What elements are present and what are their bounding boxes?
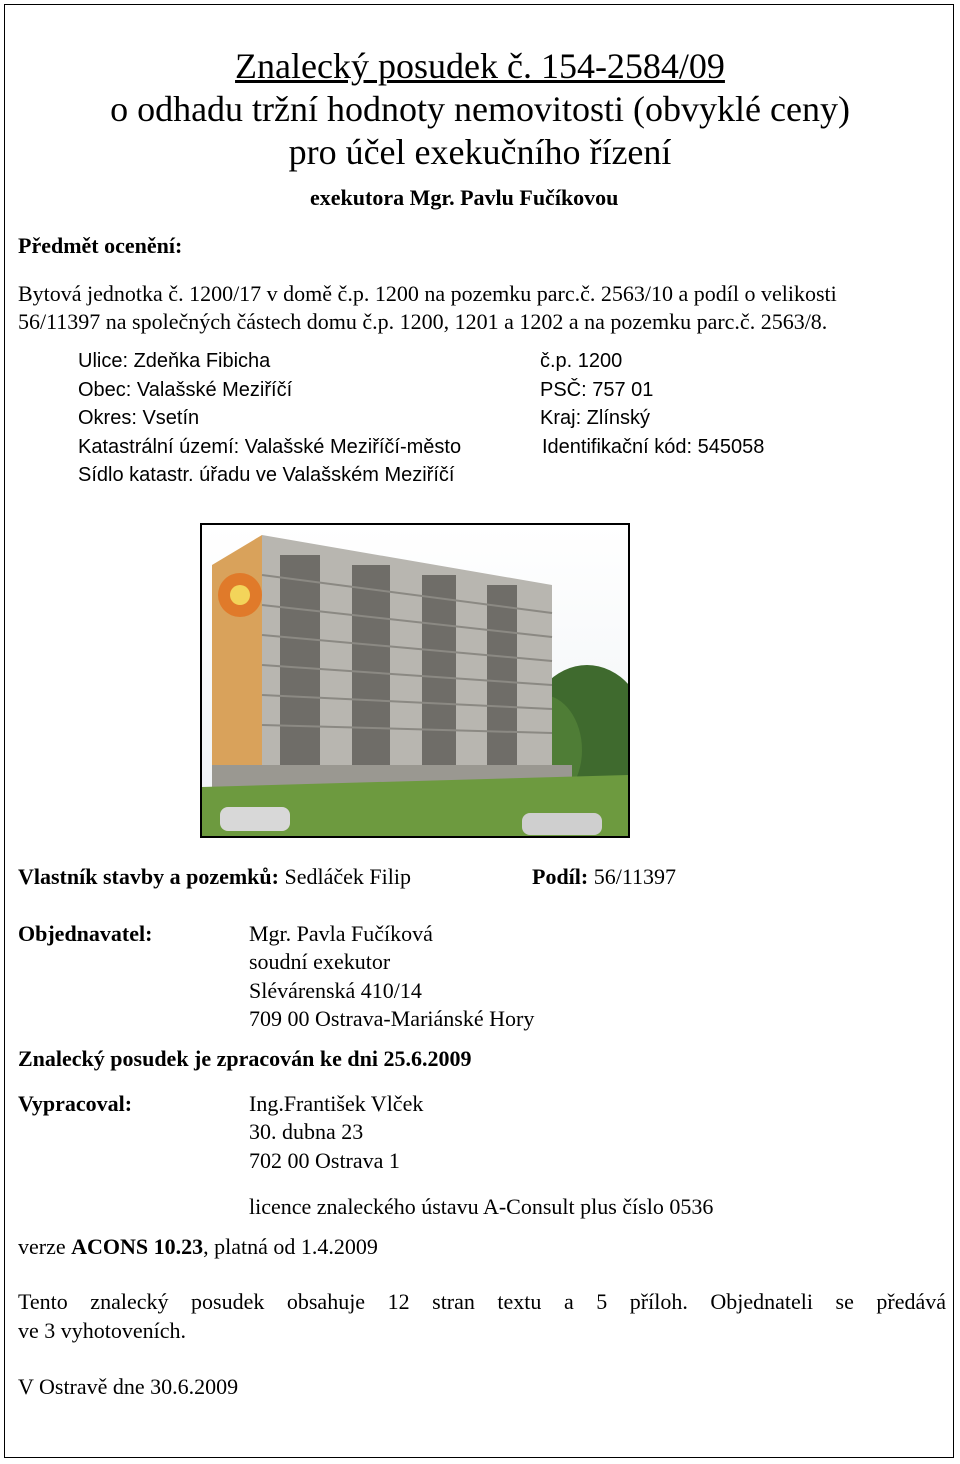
author-line-1: Ing.František Vlček: [249, 1091, 424, 1116]
building-photo: [200, 523, 630, 838]
owner-label: Vlastník stavby a pozemků:: [18, 864, 279, 889]
address-cadastre-office: Sídlo katastr. úřadu ve Valašském Meziříčí: [78, 464, 455, 486]
contents-line-1: Tento znalecký posudek obsahuje 12 stran textu a 5 příloh. Objednateli se předává: [18, 1289, 946, 1314]
address-district: Okres: Vsetín: [78, 407, 200, 429]
address-cadastre-code: Identifikační kód: 545058: [542, 436, 765, 458]
version-suffix: , platná od 1.4.2009: [203, 1234, 378, 1259]
place-date: V Ostravě dne 30.6.2009: [18, 1374, 239, 1399]
orderer-line-1: Mgr. Pavla Fučíková: [249, 921, 433, 946]
document-subtitle-1: o odhadu tržní hodnoty nemovitosti (obvyklé ceny): [110, 89, 850, 129]
address-postcode: PSČ: 757 01: [540, 379, 654, 401]
owner-name: Sedláček Filip: [284, 864, 411, 889]
share-value: 56/11397: [593, 864, 677, 889]
author-line-3: 702 00 Ostrava 1: [249, 1148, 400, 1173]
address-city: Obec: Valašské Meziříčí: [78, 379, 293, 401]
version-line: [18, 1233, 378, 1261]
owner-row: [18, 863, 411, 891]
orderer-line-4: 709 00 Ostrava-Mariánské Hory: [249, 1006, 535, 1031]
address-street: Ulice: Zdeňka Fibicha: [78, 350, 271, 372]
subject-label: Předmět ocenění:: [18, 233, 183, 258]
orderer-line-3: Slévárenská 410/14: [249, 978, 422, 1003]
version-prefix: verze: [18, 1234, 72, 1259]
version-name: ACONS 10.23: [71, 1234, 204, 1259]
author-line-2: 30. dubna 23: [249, 1119, 364, 1144]
orderer-label: Objednavatel:: [18, 921, 153, 946]
contents-line-2: ve 3 vyhotoveních.: [18, 1318, 187, 1343]
address-region: Kraj: Zlínský: [540, 407, 651, 429]
document-subtitle-2: pro účel exekučního řízení: [288, 132, 672, 172]
executor-line: exekutora Mgr. Pavlu Fučíkovou: [310, 185, 619, 210]
subject-line-2: 56/11397 na společných částech domu č.p. 1200, 1201 a 1202 a na pozemku parc.č. 2563/8.: [18, 309, 828, 334]
document-title: Znalecký posudek č. 154-2584/09: [235, 46, 725, 86]
author-label: Vypracoval:: [18, 1091, 133, 1116]
address-cp: č.p. 1200: [540, 350, 623, 372]
date-statement: Znalecký posudek je zpracován ke dni 25.6.2009: [18, 1046, 472, 1071]
share-label: Podíl:: [532, 864, 589, 889]
building-illustration: [202, 525, 628, 836]
subject-line-1: Bytová jednotka č. 1200/17 v domě č.p. 1200 na pozemku parc.č. 2563/10 a podíl o velikosti: [18, 281, 837, 306]
orderer-line-2: soudní exekutor: [249, 949, 391, 974]
license-line: licence znaleckého ústavu A-Consult plus číslo 0536: [249, 1194, 714, 1219]
address-cadastre: Katastrální území: Valašské Meziříčí-město: [78, 436, 462, 458]
share-row: [532, 863, 676, 891]
